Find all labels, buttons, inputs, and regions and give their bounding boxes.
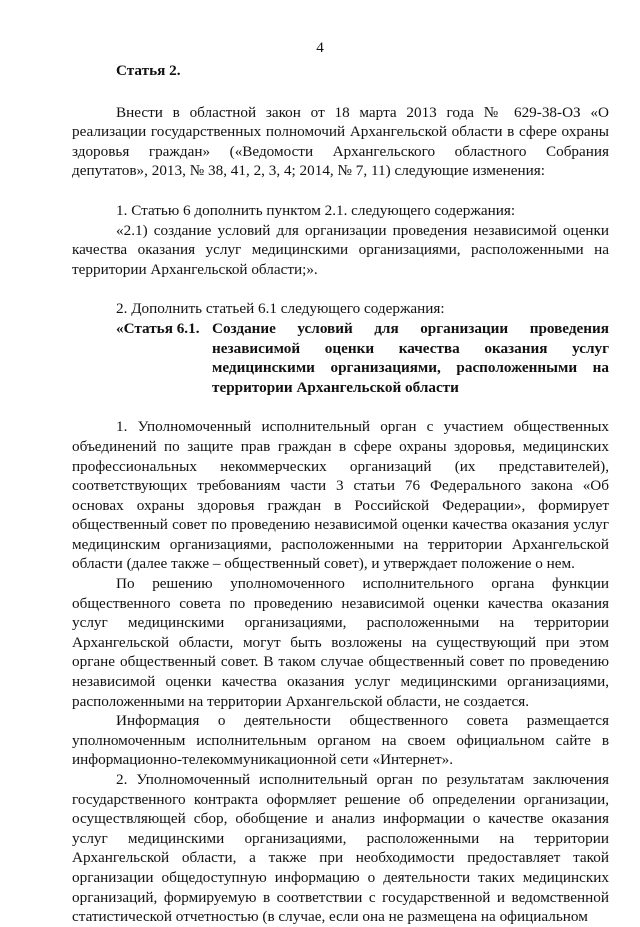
article-6-1-title: Создание условий для организации проведения независимой оценки качества оказания услуг медицинскими организациями, расположенными на территории Архангельской области [212,319,609,396]
document-body [72,61,609,927]
paragraph-1: 1. Уполномоченный исполнительный орган с участием общественных объединений по защите прав граждан в сфере охраны здоровья, медицинских профессиональных некоммерческих организаций (их представителей), соответствующих требованиям части 3 статьи 76 Федерального закона «Об основах охраны здоровья граждан в Российской Федерации», формирует общественный совет по проведению независимой оценки качества оказания услуг медицинским организациями, расположенными на территории Архангельской области (далее также – общественный совет), и утверждает положение о нем. [72,418,609,573]
paragraph-2: По решению уполномоченного исполнительного органа функции общественного совета по проведению независимой оценки качества оказания услуг медицинскими организациями, расположенными на территории Архангельской области, могут быть возложены на существующий при этом органе общественный совет. В таком случае общественный совет по проведению независимой оценки качества оказания услуг медицинскими организациями, расположенными на территории Архангельской области, не создается. [72,575,609,710]
item-1-lead: 1. Статью 6 дополнить пунктом 2.1. следующего содержания: [116,201,516,219]
page-number: 4 [316,39,324,56]
paragraph-3: Информация о деятельности общественного совета размещается уполномоченным исполнительным органом на своем официальном сайте в информационно-телекоммуникационной сети «Интернет». [72,712,609,769]
article-6-1-heading [72,319,609,397]
paragraph-4: 2. Уполномоченный исполнительный орган по результатам заключения государственного контракта оформляет решение об определении организации, осуществляющей сбор, обобщение и анализ информации о качестве оказания услуг медицинскими организациями, расположенными на территории Архангельской области, а также при необходимости предоставляет такой организации общедоступную информацию о деятельности таких медицинских организаций, формируемую в соответствии с государственной и ведомственной статистической отчетностью (в случае, если она не размещена на официальном [72,771,609,926]
item-1-quote: «2.1) создание условий для организации проведения независимой оценки качества оказания услуг медицинскими организациями, расположенными на территории Архангельской области;». [72,221,609,278]
article-2-heading: Статья 2. [116,62,181,79]
article-6-1-number: «Статья 6.1. [116,319,200,337]
item-2-lead: 2. Дополнить статьей 6.1 следующего содержания: [116,300,445,318]
intro-paragraph: Внести в областной закон от 18 марта 2013 года № 629-38-ОЗ «О реализации государственных полномочий Архангельской области в сфере охраны здоровья граждан» («Ведомости Архангельского областного Собрания депутатов», 2013, № 38, 41, 2, 3, 4; 2014, № 7, 11) следующие изменения: [72,103,609,180]
